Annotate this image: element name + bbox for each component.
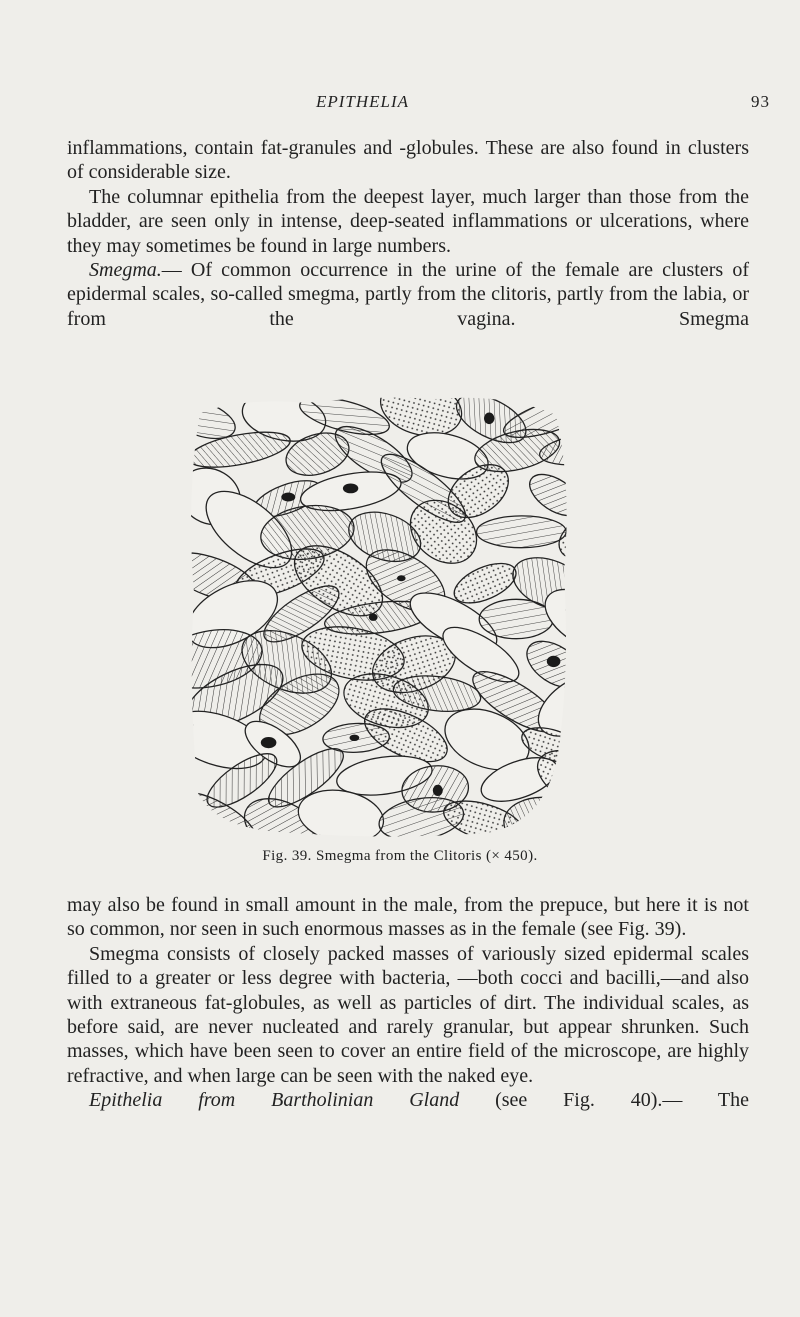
figure-caption: Fig. 39. Smegma from the Clitoris (× 450).: [262, 848, 538, 864]
dark-granule: [547, 656, 561, 667]
paragraph-male-smegma: may also be found in small amount in the male, from the prepuce, but here it is not so common, nor seen in such enormous masses as in the female (see Fig. 39).: [67, 894, 749, 941]
dark-granule: [261, 737, 277, 748]
page-number: 93: [751, 92, 770, 111]
dark-granule: [433, 785, 443, 796]
text-block-bottom: [67, 893, 749, 1113]
paragraph-bartholinian: [67, 1088, 749, 1112]
scale-cell: [523, 466, 572, 524]
text-block-top: [67, 136, 749, 331]
paragraph-continuation: inflammations, contain fat-granules and -globules. These are also found in clusters of considerable size.: [67, 137, 749, 184]
paragraph-smegma-composition: Smegma consists of closely packed masses of variously sized epidermal scales filled to a greater or less degree with bacteria, —both cocci and bacilli,—and also with extraneous fat-globules, as well as particles of dirt. The individual scales, as before said, are never nucleated and rarely granular, but appear shrunken. Such masses, which have been seen to cover an entire field of the microscope, are highly refractive, and when large can be seen with the naked eye.: [67, 942, 749, 1087]
dark-granule: [343, 484, 358, 494]
scale-cell: [477, 516, 567, 548]
paragraph-columnar-epithelia: The columnar epithelia from the deepest layer, much larger than those from the bladder, are seen only in intense, deep-seated inflammations or ulcerations, where they may sometimes be found in large numbers.: [67, 185, 749, 257]
dark-granule: [397, 575, 406, 581]
figure-39-illustration: [186, 393, 572, 840]
running-title: EPITHELIA: [316, 92, 410, 111]
dark-granule: [369, 614, 378, 621]
dark-granule: [281, 493, 295, 502]
smegma-intro-text: — Of common occurrence in the urine of the female are clusters of epidermal scales, so-called smegma, partly from the clitoris, partly from the labia, or from the vagina. Smegma: [67, 259, 749, 330]
dark-granule: [350, 735, 360, 741]
paragraph-smegma: [67, 258, 749, 331]
bartholinian-heading: Epithelia from Bartholinian Gland: [89, 1089, 460, 1112]
bartholinian-text: (see Fig. 40).— The: [459, 1089, 749, 1112]
dark-granule: [484, 413, 494, 425]
page-header: [0, 92, 800, 116]
smegma-heading: Smegma.: [89, 259, 162, 282]
scale-cell: [479, 599, 553, 639]
smegma-engraving: [186, 393, 572, 840]
